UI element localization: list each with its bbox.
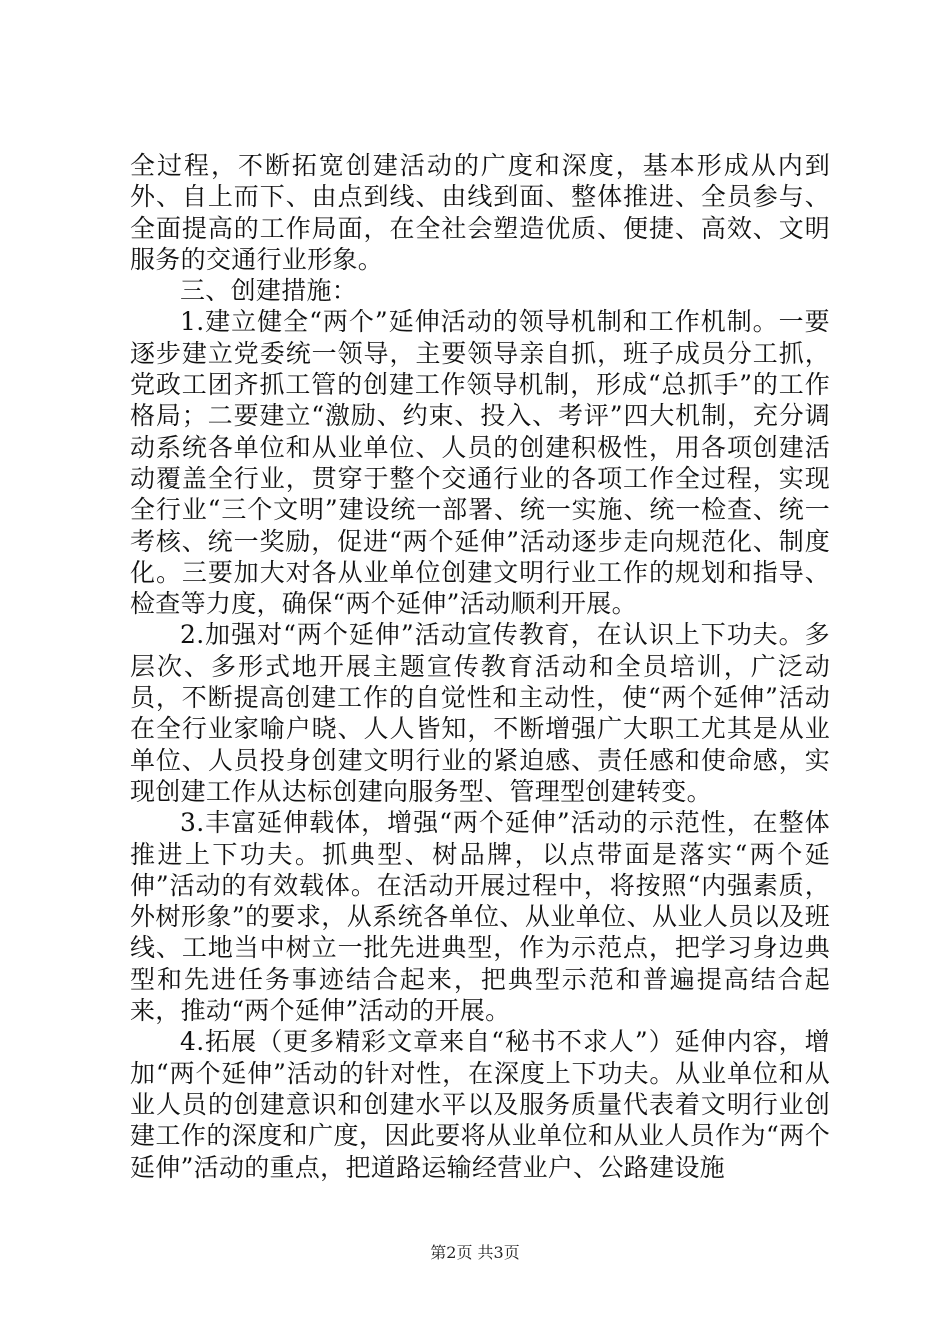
body-text <box>130 150 830 1183</box>
paragraph-continuation: 全过程，不断拓宽创建活动的广度和深度，基本形成从内到外、自上而下、由点到线、由线到面、整体推进、全员参与、全面提高的工作局面，在全社会塑造优质、便捷、高效、文明服务的交通行业形象。 <box>130 151 830 274</box>
page-footer: 第2页 共3页 <box>430 1243 520 1262</box>
paragraph-measure-4: 4.拓展（更多精彩文章来自“秘书不求人”）延伸内容，增加“两个延伸”活动的针对性，在深度上下功夫。从业单位和从业人员的创建意识和创建水平以及服务质量代表着文明行业创建工作的深度和广度，因此要将从业单位和从业人员作为“两个延伸”活动的重点，把道路运输经营业户、公路建设施 <box>130 1027 830 1182</box>
paragraph-measure-3: 3.丰富延伸载体，增强“两个延伸”活动的示范性，在整体推进上下功夫。抓典型、树品牌，以点带面是落实“两个延伸”活动的有效载体。在活动开展过程中，将按照“内强素质，外树形象”的要求，从系统各单位、从业单位、从业人员以及班线、工地当中树立一批先进典型，作为示范点，把学习身边典型和先进任务事迹结合起来，把典型示范和普遍提高结合起来，推动“两个延伸”活动的开展。 <box>130 808 830 1026</box>
paragraph-measure-1: 1.建立健全“两个”延伸活动的领导机制和工作机制。一要逐步建立党委统一领导，主要领导亲自抓，班子成员分工抓，党政工团齐抓工管的创建工作领导机制，形成“总抓手”的工作格局；二要建立“激励、约束、投入、考评”四大机制，充分调动系统各单位和从业单位、人员的创建积极性，用各项创建活动覆盖全行业，贯穿于整个交通行业的各项工作全过程，实现全行业“三个文明”建设统一部署、统一实施、统一检查、统一考核、统一奖励，促进“两个延伸”活动逐步走向规范化、制度化。三要加大对各从业单位创建文明行业工作的规划和指导、检查等力度，确保“两个延伸”活动顺利开展。 <box>130 307 830 619</box>
paragraph-measure-2: 2.加强对“两个延伸”活动宣传教育，在认识上下功夫。多层次、多形式地开展主题宣传教育活动和全员培训，广泛动员，不断提高创建工作的自觉性和主动性，使“两个延伸”活动在全行业家喻户晓、人人皆知，不断增强广大职工尤其是从业单位、人员投身创建文明行业的紧迫感、责任感和使命感，实现创建工作从达标创建向服务型、管理型创建转变。 <box>130 620 830 806</box>
section-heading: 三、创建措施： <box>180 276 358 306</box>
